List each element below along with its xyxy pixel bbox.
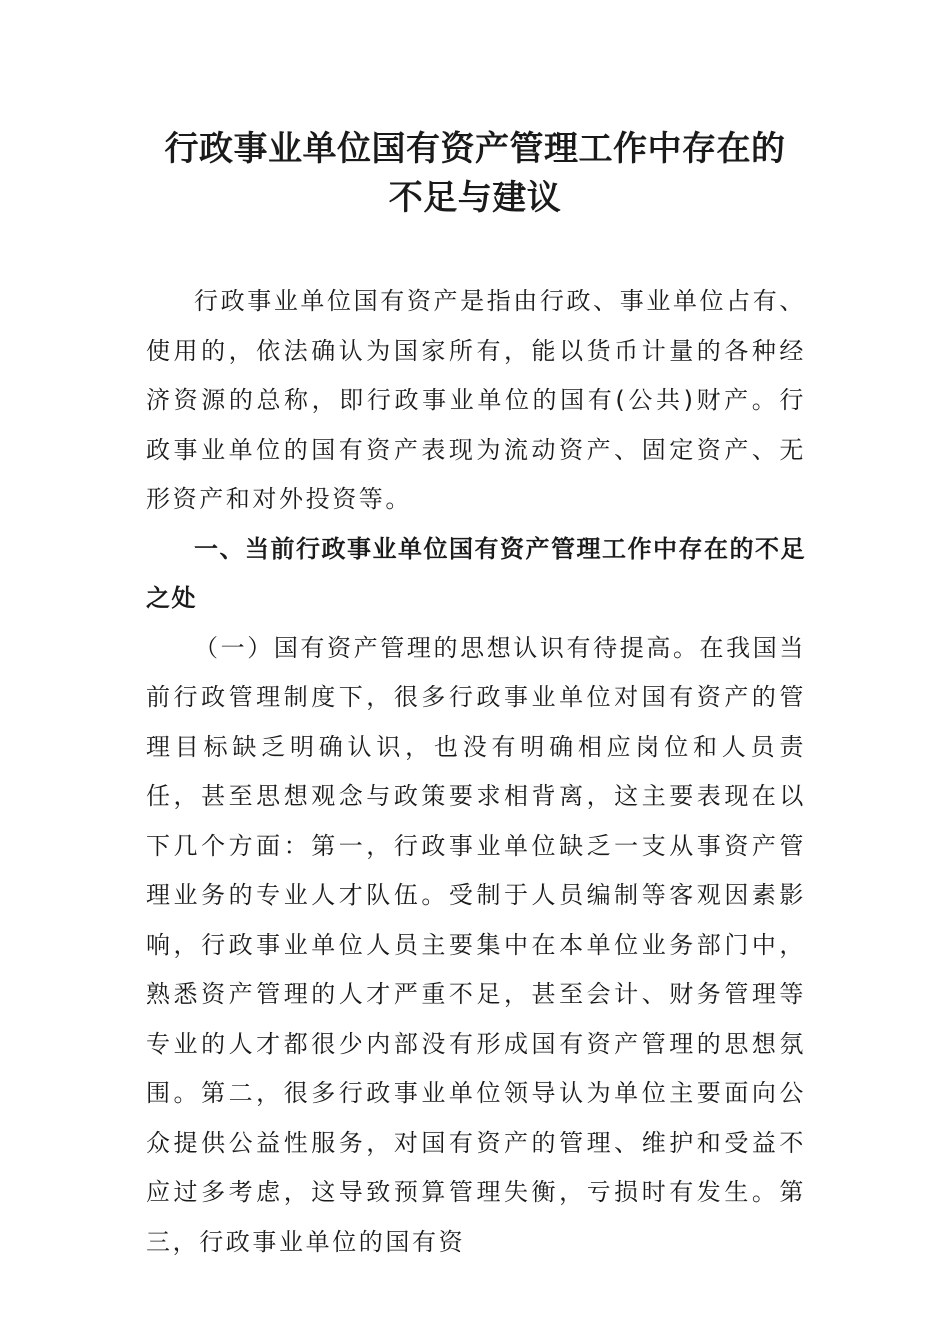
document-title-line-1: 行政事业单位国有资产管理工作中存在的	[164, 129, 786, 169]
document-title-line-2: 不足与建议	[388, 178, 562, 218]
intro-paragraph: 行政事业单位国有资产是指由行政、事业单位占有、使用的，依法确认为国家所有，能以货币计量的各种经济资源的总称，即行政事业单位的国有(公共)财产。行政事业单位的国有资产表现为流动资产、固定资产、无形资产和对外投资等。	[146, 287, 806, 513]
section-heading-1: 一、当前行政事业单位国有资产管理工作中存在的不足之处	[146, 534, 806, 612]
subsection-paragraph-1: （一）国有资产管理的思想认识有待提高。在我国当前行政管理制度下，很多行政事业单位对国有资产的管理目标缺乏明确认识，也没有明确相应岗位和人员责任，甚至思想观念与政策要求相背离，这主要表现在以下几个方面：第一，行政事业单位缺乏一支从事资产管理业务的专业人才队伍。受制于人员编制等客观因素影响，行政事业单位人员主要集中在本单位业务部门中，熟悉资产管理的人才严重不足，甚至会计、财务管理等专业的人才都很少内部没有形成国有资产管理的思想氛围。第二，很多行政事业单位领导认为单位主要面向公众提供公益性服务，对国有资产的管理、维护和受益不应过多考虑，这导致预算管理失衡，亏损时有发生。第三，行政事业单位的国有资	[146, 633, 806, 1256]
document-body	[146, 277, 806, 1267]
